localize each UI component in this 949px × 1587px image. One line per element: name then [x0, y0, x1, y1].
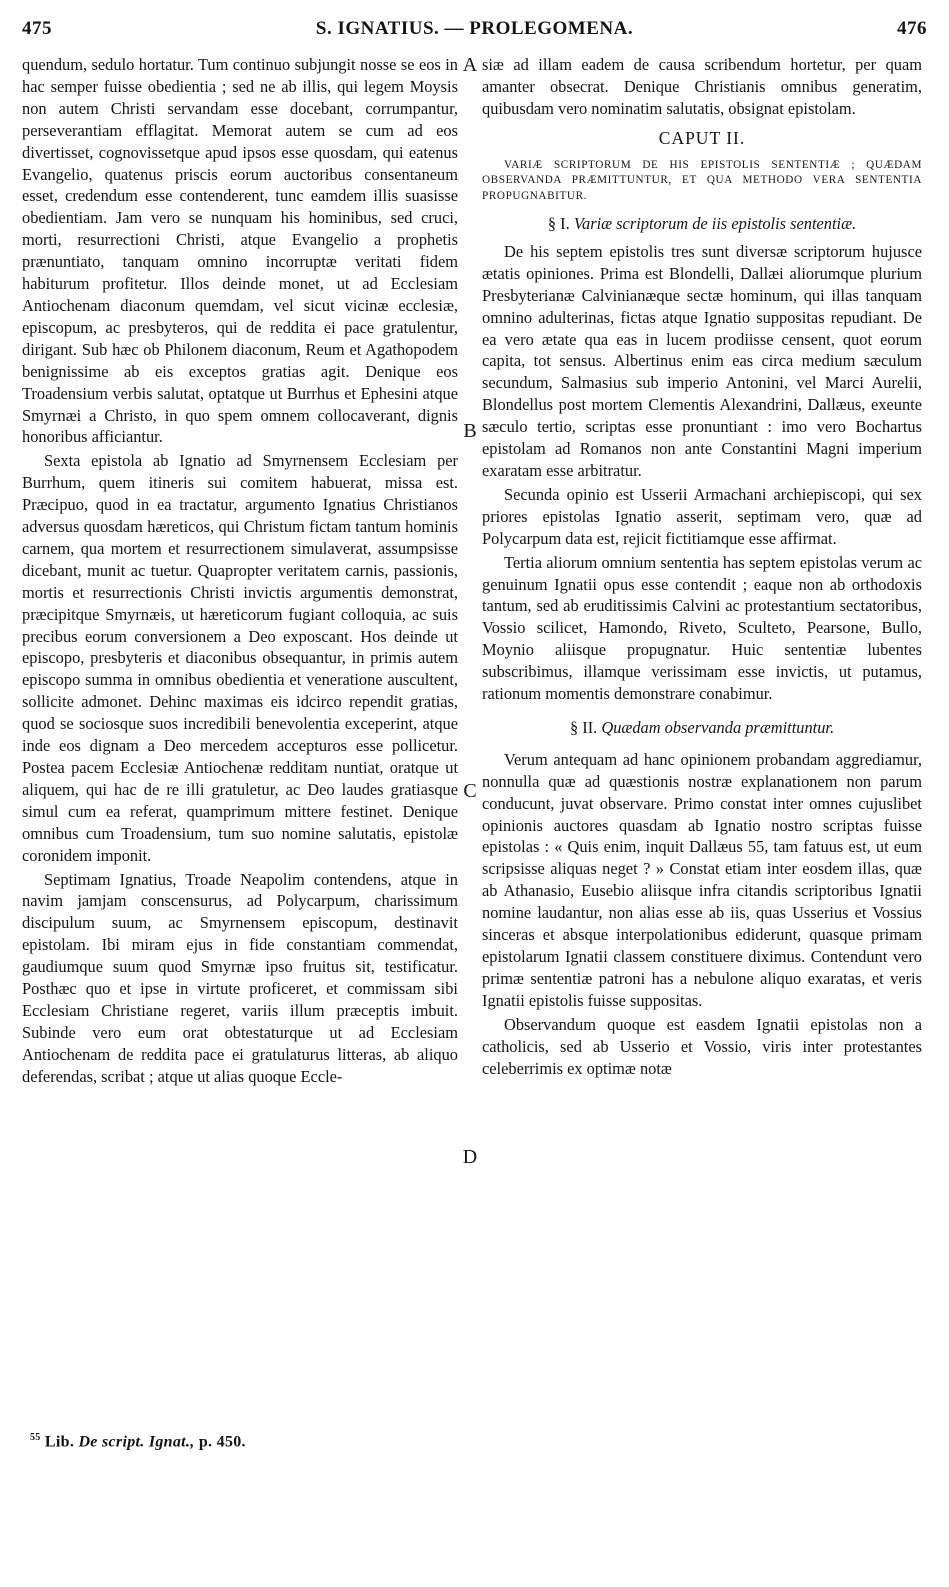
right-page-number: 476 — [897, 18, 927, 39]
paragraph: Tertia aliorum omnium sententia has septem epistolas verum ac genuinum Ignatii opus esse contendit ; eaque non ab orthodoxis tantum, sed ab eruditissimis Calvini ac protestantium sectatoribus, Vossio scilicet, Hamondo, Riveto, Sculteto, Pearsone, Bullo, Moynio aliisque propugnatur. Huic sententiæ lubentes subscribimus, illamque verissimam esse invictis, ut putamus, rationum momentis demonstrare conabimur. — [482, 552, 922, 704]
chapter-summary: VARIÆ SCRIPTORUM DE HIS EPISTOLIS SENTENTIÆ ; QUÆDAM OBSERVANDA PRÆMITTUNTUR, ET QUA METHODO VERA SENTENTIA PROPUGNABITUR. — [482, 158, 922, 203]
running-title: S. IGNATIUS. — PROLEGOMENA. — [315, 18, 634, 39]
paragraph: Septimam Ignatius, Troade Neapolim contendens, atque in navim jamjam conscensurus, ad Polycarpum, charissimum discipulum suum, ac Smyrnensem episcopum, destinavit epistolam. Ibi miram ejus in fide constantiam commendat, gaudiumque suum quod Smyrnæ ipso fruitus sit, testificatur. Posthæc quo et ipse in virtute proficeret, et commissam sibi Ecclesiam Christiane regeret, variis illum præceptis imbuit. Subinde vero eum orat obtestaturque ut ad Ecclesiam Antiochenam de reddita pace ei gratulaturus litteras, ab aliquo deferendas, scribat ; atque ut alias quoque Eccle- — [22, 869, 458, 1086]
footnote-suffix: p. 450. — [198, 1433, 246, 1451]
section-number: § II. — [569, 717, 598, 737]
paragraph: Sexta epistola ab Ignatio ad Smyrnensem Ecclesiam per Burrhum, quem itineris sui comitem habuerat, missa est. Præcipuo, quod in ea tractatur, argumento Ignatius Christianos adversus quosdam hæreticos, qui Christum fictam tantum hominis carnem, qua mortem et resurrectionem simulaverat, assumpsisse dicebant, munit ac tuetur. Quapropter veritatem carnis, passionis, mortis et resurrectionis Christi invictis argumentis demonstrat, præcipitque Smyrnæis, ut hæreticorum fugiant colloquia, ac suis precibus eorum conversionem a Deo exposcant. Hos deinde ut episcopo, presbyteris et diaconibus obsequantur, in primis autem episcopo summa in omnibus obedientia et veneratione auscultent, sollicite admonet. Dehinc maximas eis idcirco rependit gratias, quod se sociosque suos incredibili benevolentia exceperint, atque inde eos dignam a Deo mercedem accepturos esse pollicetur. Postea pacem Ecclesiæ Antiochenæ redditam nuntiat, oratque ut aliquem, qui hac de re illi gratuletur, ac Deo laudes gratiasque simul cum ea referat, quamprimum mittere festinet. Denique omnibus cum Troadensium, tum suo nomine salutatis, epistolæ coronidem imponit. — [22, 451, 458, 865]
chapter-title: CAPUT II. — [658, 127, 746, 148]
paragraph: quendum, sedulo hortatur. Tum continuo subjungit nosse se eos in hac semper fuisse obedientia ; sed ne ab illis, qui legem Moysis non autem Christi servandam esse docebant, corrumpantur, perseverantiam efflagitat. Memorat autem se cum ad eos divertisset, cognovissetque apud ipsos esse quosdam, qui eatenus Evangelio, quatenus priscis eorum auctoribus consentaneum esset, credendum esse contenderent, tunc eamdem illis suasisse obedientiam. Jam vero se nunquam his hominibus, sed cruci, morti, resurrectioni Christi, atque Evangelio a prophetis prænuntiato, tanquam omnino incorruptæ veritati fidem habiturum profitetur. Illos deinde monet, ut ad Ecclesiam Antiochenam diaconum quemdam, vel sicut vicinæ ecclesiæ, episcopum, ac presbyteros, qui de reddita ei pace gratulentur, dirigant. Sub hæc ob Philonem diaconum, Reum et Agathopodem benignissime ab eis exceptos gratias agit. Denique eos Troadensium verbis salutat, optatque ut Burrhus et Ephesini atque Smyrnæi a Christo, in quo spem omnem collocaverant, dignis honoribus afficiantur. — [22, 55, 458, 447]
right-column — [482, 54, 922, 1081]
margin-marker-c: C — [463, 780, 477, 802]
section-title: Variæ scriptorum de iis epistolis sententiæ. — [573, 214, 857, 234]
paragraph: Verum antequam ad hanc opinionem probandam aggrediamur, nonnulla quæ ad quæstionis nostræ explanationem non parum conducunt, juvat observare. Primo constat inter omnes cujuslibet opinionis auctores quasdam ab Ignatio nostro scriptas fuisse epistolas : « Quis enim, inquit Dallæus 55, tam fatuus est, ut eum scripsisse aliquas neget ? » Constat etiam inter eosdem illas, quæ ab Athanasio, Eusebio aliisque infra citandis scriptoribus Ignatii nomine laudantur, non alias esse ab iis, quas Usserius et Vossius sinceras et absque interpolationibus ediderunt, quasque primam epistolarum Ignatii classem constituere diximus. Contendunt vero primæ sententiæ patroni has a nebulone aliquo exaratas, et veris Ignatii epistolis fuisse suppositas. — [482, 749, 922, 1010]
paragraph: Secunda opinio est Usserii Armachani archiepiscopi, qui sex priores epistolas Ignatio asserit, septimam vero, quæ ad Polycarpum data est, rejicit fictitiamque esse affirmat. — [482, 484, 922, 548]
section-heading-2 — [482, 717, 922, 739]
footnote-title: De script. Ignat., — [78, 1433, 195, 1451]
section-title: Quædam observanda præmittuntur. — [601, 717, 835, 737]
paragraph: Observandum quoque est easdem Ignatii epistolas non a catholicis, sed ab Usserio et Vossio, viris inter protestantes celeberrimis ex optimæ notæ — [482, 1014, 922, 1078]
margin-marker-d: D — [462, 1146, 478, 1168]
footnote-number: 55 — [30, 1432, 41, 1443]
margin-marker-b: B — [463, 420, 477, 442]
paragraph: siæ ad illam eadem de causa scribendum hortetur, per quam amanter obsecrat. Denique Christianis omnibus generatim, quibusdam vero nominatim salutatis, obsignat epistolam. — [482, 55, 922, 118]
left-page-number: 475 — [22, 18, 52, 39]
left-column — [22, 54, 458, 1090]
footnote — [30, 1432, 246, 1451]
margin-marker-a: A — [462, 54, 478, 76]
section-number: § I. — [547, 214, 570, 234]
paragraph: De his septem epistolis tres sunt diversæ scriptorum hujusce ætatis opiniones. Prima est Blondelli, Dallæi aliorumque plurium Presbyterianæ Calvinianæque sectæ hominum, qui illas tanquam omnino adulterinas, fictas atque Ignatio suppositas repudiant. De ea vero ætate qua eas in lucem prodiisse censent, quot eorum capita, tot sensus. Albertinus enim eas circa medium sæculum secundum, Salmasius sub imperio Antonini, vel Marci Aurelii, Blondellus post mortem Clementis Alexandrini, Dallæus, exeunte sæculo tertio, scriptas esse pronuntiant : imo vero Bochartus epistolam ad Romanos non ante Constantini Magni imperium exaratam esse arbitratur. — [482, 241, 922, 480]
section-heading-1 — [482, 213, 922, 235]
footnote-prefix: Lib. — [44, 1433, 75, 1451]
running-head — [22, 14, 927, 44]
